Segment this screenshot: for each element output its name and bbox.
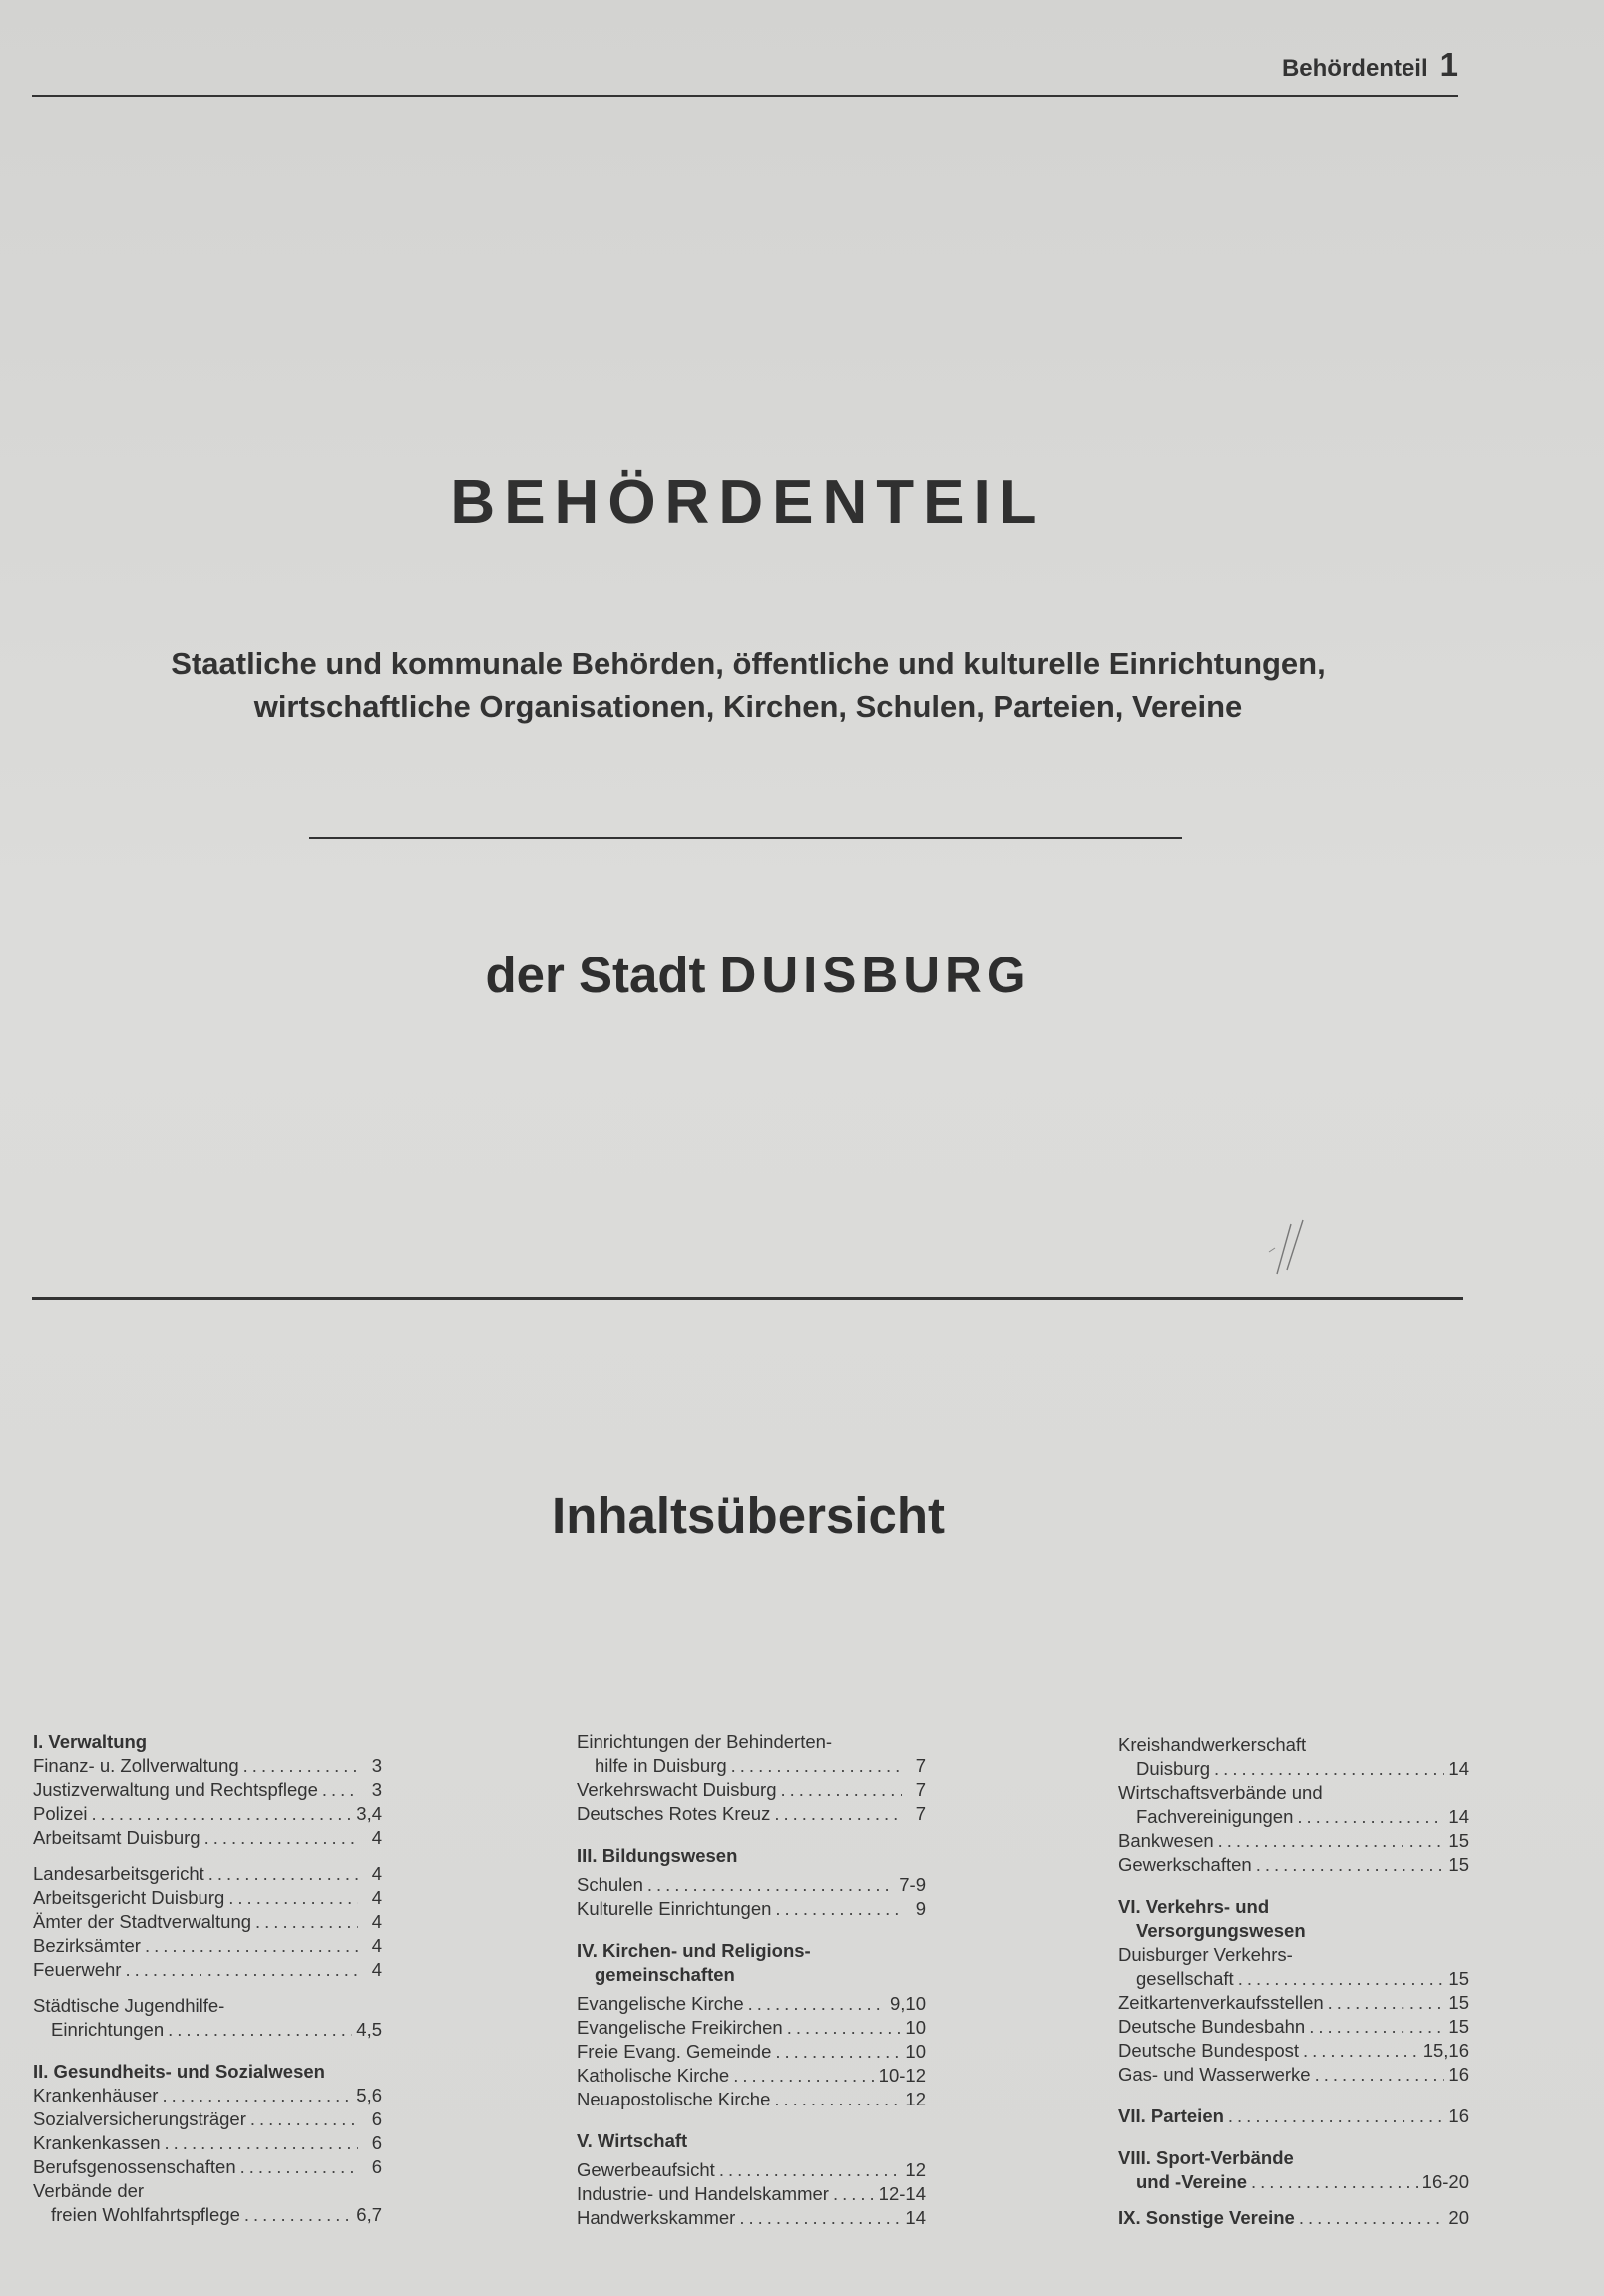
- subtitle-line-1: Staatliche und kommunale Behörden, öffentliche und kulturelle Einrichtungen,: [171, 646, 1326, 681]
- toc-entry-label: Deutsche Bundesbahn: [1118, 2016, 1306, 2037]
- toc-entry: [577, 2182, 926, 2206]
- toc-entry-label: Arbeitsamt Duisburg: [33, 1827, 200, 1848]
- toc-entry: [33, 2107, 382, 2131]
- city-name: DUISBURG: [719, 947, 1031, 1003]
- toc-entry-label: Duisburg: [1136, 1758, 1211, 1779]
- center-rule: [309, 837, 1182, 839]
- toc-section-heading: VIII. Sport-Verbände: [1118, 2147, 1294, 2168]
- toc-entry-label: Zeitkartenverkaufsstellen: [1118, 1992, 1324, 2013]
- toc-entry-page: 15: [1448, 1992, 1469, 2013]
- toc-entry-page: 6: [371, 2156, 382, 2177]
- toc-entry-page: 5,6: [356, 2085, 382, 2105]
- toc-entry: [1118, 1853, 1469, 1877]
- toc-entry-label: Bezirksämter: [33, 1935, 141, 1956]
- toc-entry-label: freien Wohlfahrtspflege: [51, 2204, 240, 2225]
- toc-section-entry: [1118, 2170, 1469, 2194]
- toc-entry-page: 10-12: [878, 2065, 926, 2086]
- toc-entry: [33, 1754, 382, 1778]
- toc-entry-page: 4: [371, 1959, 382, 1980]
- toc-entry-label: Evangelische Kirche: [577, 1993, 744, 2014]
- toc-entry-page: 20: [1448, 2207, 1469, 2228]
- toc-entry-label: Einrichtungen: [51, 2019, 165, 2040]
- toc-entry: [1118, 1757, 1469, 1781]
- toc-entry: [1118, 1805, 1469, 1829]
- toc-entry-label: Schulen: [577, 1874, 643, 1895]
- toc-entry-page: 12: [905, 2159, 926, 2180]
- toc-entry: [33, 1862, 382, 1886]
- toc-entry: [577, 2040, 926, 2064]
- toc-entry: [33, 2155, 382, 2179]
- toc-entry-page: 15: [1448, 1968, 1469, 1989]
- toc-entry: [33, 2018, 382, 2042]
- toc-entry-label: hilfe in Duisburg: [595, 1755, 727, 1776]
- toc-entry-page: 4: [371, 1911, 382, 1932]
- toc-entry-page: 7: [915, 1755, 926, 1776]
- toc-section-heading: [1118, 1895, 1469, 1943]
- toc-entry-page: 7: [915, 1779, 926, 1800]
- toc-section-heading: I. Verwaltung: [33, 1731, 148, 1752]
- toc-entry-label-line: Städtische Jugendhilfe-: [33, 1995, 225, 2016]
- toc-entry-page: 6: [371, 2132, 382, 2153]
- toc-entry-page: 12-14: [878, 2183, 926, 2204]
- toc-entry: [577, 1802, 926, 1826]
- toc-entry-label: Feuerwehr: [33, 1959, 122, 1980]
- toc-entry-label: Polizei: [33, 1803, 88, 1824]
- toc-entry: [33, 1802, 382, 1826]
- toc-entry-label: Krankenhäuser: [33, 2085, 159, 2105]
- toc-title: Inhaltsübersicht: [552, 1487, 945, 1544]
- toc-entry: [577, 2206, 926, 2230]
- toc-entry-page: 16-20: [1421, 2171, 1469, 2192]
- toc-section-heading-line: VI. Verkehrs- und: [1118, 1896, 1270, 1917]
- toc-entry-label-line: Verbände der: [33, 2180, 145, 2201]
- toc-entry: [1118, 2039, 1469, 2063]
- toc-entry: [577, 1873, 926, 1897]
- toc-entry-page: 14: [1448, 1758, 1469, 1779]
- toc-entry: [577, 1754, 926, 1778]
- toc-entry: [33, 1886, 382, 1910]
- toc-entry: [577, 2064, 926, 2088]
- toc-entry-page: 9: [915, 1898, 926, 1919]
- toc-entry-label-line: Einrichtungen der Behinderten-: [577, 1731, 833, 1752]
- toc-entry-page: 3: [371, 1755, 382, 1776]
- toc-entry: [33, 1958, 382, 1982]
- toc-entry-label: Evangelische Freikirchen: [577, 2017, 783, 2038]
- toc-entry-label-line: Duisburger Verkehrs-: [1118, 1944, 1293, 1965]
- toc-entry-page: 16: [1448, 2105, 1469, 2126]
- running-header: [1282, 46, 1458, 84]
- toc-entry: [577, 1778, 926, 1802]
- page-number: 1: [1439, 46, 1458, 83]
- toc-entry-page: 15: [1448, 1830, 1469, 1851]
- toc-column-3: [1118, 1733, 1469, 2230]
- section-rule: [32, 1297, 1463, 1300]
- toc-section-entry: [1118, 2105, 1469, 2128]
- toc-entry: [1118, 1967, 1469, 1991]
- toc-entry-label: Gewerkschaften: [1118, 1854, 1252, 1875]
- toc-entry: [33, 2203, 382, 2227]
- toc-entry: [33, 1778, 382, 1802]
- subtitle-line-2: wirtschaftliche Organisationen, Kirchen, Schulen, Parteien, Vereine: [253, 689, 1243, 724]
- toc-entry-page: 6,7: [356, 2204, 382, 2225]
- toc-section-entry: [1118, 2206, 1469, 2230]
- toc-entry-label: Berufsgenossenschaften: [33, 2156, 236, 2177]
- toc-entry-label: Handwerkskammer: [577, 2207, 736, 2228]
- toc-entry-page: 15,16: [1422, 2040, 1469, 2061]
- toc-entry-page: 9,10: [889, 1993, 926, 2014]
- toc-entry-label: Deutsche Bundespost: [1118, 2040, 1300, 2061]
- toc-entry: [577, 1897, 926, 1921]
- toc-entry-page: 14: [1448, 1806, 1469, 1827]
- toc-entry-label: Deutsches Rotes Kreuz: [577, 1803, 771, 1824]
- toc-entry-page: 7-9: [899, 1874, 926, 1895]
- main-title: BEHÖRDENTEIL: [450, 468, 1046, 537]
- toc-entry-label: Industrie- und Handelskammer: [577, 2183, 829, 2204]
- toc-section-heading: [577, 1939, 926, 1987]
- city-prefix: der Stadt: [485, 947, 706, 1003]
- toc-entry-page: 4: [371, 1863, 382, 1884]
- toc-entry-label: Gas- und Wasserwerke: [1118, 2064, 1311, 2085]
- toc-entry-label: Justizverwaltung und Rechtspflege: [33, 1779, 318, 1800]
- city-heading: [0, 946, 1516, 1004]
- toc-entry: [1118, 2063, 1469, 2087]
- toc-entry-page: 3,4: [356, 1803, 382, 1824]
- toc-entry: [33, 1934, 382, 1958]
- toc-section-heading: III. Bildungswesen: [577, 1845, 738, 1866]
- toc-entry-label: Neuapostolische Kirche: [577, 2089, 771, 2109]
- toc-entry-label: Verkehrswacht Duisburg: [577, 1779, 777, 1800]
- toc-entry-page: 15: [1448, 2016, 1469, 2037]
- toc-entry: [1118, 1829, 1469, 1853]
- toc-entry-page: 12: [905, 2089, 926, 2109]
- toc-entry-label: Freie Evang. Gemeinde: [577, 2041, 772, 2062]
- toc-entry: [577, 2016, 926, 2040]
- toc-entry-label: Kulturelle Einrichtungen: [577, 1898, 772, 1919]
- toc-section-heading: IX. Sonstige Vereine: [1118, 2207, 1295, 2228]
- toc-entry-page: 14: [905, 2207, 926, 2228]
- subtitle: [0, 642, 1496, 728]
- toc-entry-page: 15: [1448, 1854, 1469, 1875]
- toc-entry-page: 16: [1448, 2064, 1469, 2085]
- toc-entry: [1118, 1991, 1469, 2015]
- toc-entry-label: Gewerbeaufsicht: [577, 2159, 715, 2180]
- toc-entry: [577, 2088, 926, 2111]
- toc-entry-label: Finanz- u. Zollverwaltung: [33, 1755, 239, 1776]
- toc-entry-page: 10: [905, 2041, 926, 2062]
- toc-entry: [577, 1992, 926, 2016]
- toc-section-heading: V. Wirtschaft: [577, 2130, 688, 2151]
- toc-entry-page: 4: [371, 1827, 382, 1848]
- toc-entry-label: Arbeitsgericht Duisburg: [33, 1887, 225, 1908]
- running-title: Behördenteil: [1281, 55, 1428, 82]
- toc-entry: [33, 2084, 382, 2107]
- header-rule: [32, 95, 1458, 97]
- toc-entry: [1118, 2015, 1469, 2039]
- toc-section-heading-line: IV. Kirchen- und Religions-: [577, 1940, 811, 1961]
- toc-entry-label: Bankwesen: [1118, 1830, 1214, 1851]
- toc-entry-label: Sozialversicherungsträger: [33, 2108, 246, 2129]
- toc-entry-page: 10: [905, 2017, 926, 2038]
- toc-entry-page: 6: [371, 2108, 382, 2129]
- toc-entry-page: 4: [371, 1887, 382, 1908]
- toc-column-2: [577, 1730, 926, 2230]
- toc-entry-label-line: Wirtschaftsverbände und: [1118, 1782, 1323, 1803]
- toc-entry-label-line: Kreishandwerkerschaft: [1118, 1734, 1307, 1755]
- toc-entry-label: Krankenkassen: [33, 2132, 161, 2153]
- toc-entry-page: 4,5: [356, 2019, 382, 2040]
- toc-section-heading: VII. Parteien: [1118, 2105, 1224, 2126]
- toc-entry-label: Katholische Kirche: [577, 2065, 730, 2086]
- toc-entry: [33, 2131, 382, 2155]
- toc-entry: [33, 1826, 382, 1850]
- toc-entry-label: Ämter der Stadtverwaltung: [33, 1911, 252, 1932]
- pencil-mark: [1259, 1212, 1319, 1282]
- toc-entry-label: gesellschaft: [1136, 1968, 1234, 1989]
- toc-section-heading: II. Gesundheits- und Sozialwesen: [33, 2061, 325, 2082]
- toc-entry-page: 7: [915, 1803, 926, 1824]
- toc-entry: [577, 2158, 926, 2182]
- toc-entry-page: 3: [371, 1779, 382, 1800]
- toc-column-1: [33, 1730, 382, 2227]
- toc-section-heading: und -Vereine: [1136, 2171, 1248, 2192]
- toc-section-heading-line: gemeinschaften: [595, 1964, 735, 1985]
- toc-entry: [33, 1910, 382, 1934]
- toc-section-heading-line: Versorgungswesen: [1136, 1920, 1306, 1941]
- toc-entry-label: Landesarbeitsgericht: [33, 1863, 204, 1884]
- toc-entry-label: Fachvereinigungen: [1136, 1806, 1294, 1827]
- toc-entry-page: 4: [371, 1935, 382, 1956]
